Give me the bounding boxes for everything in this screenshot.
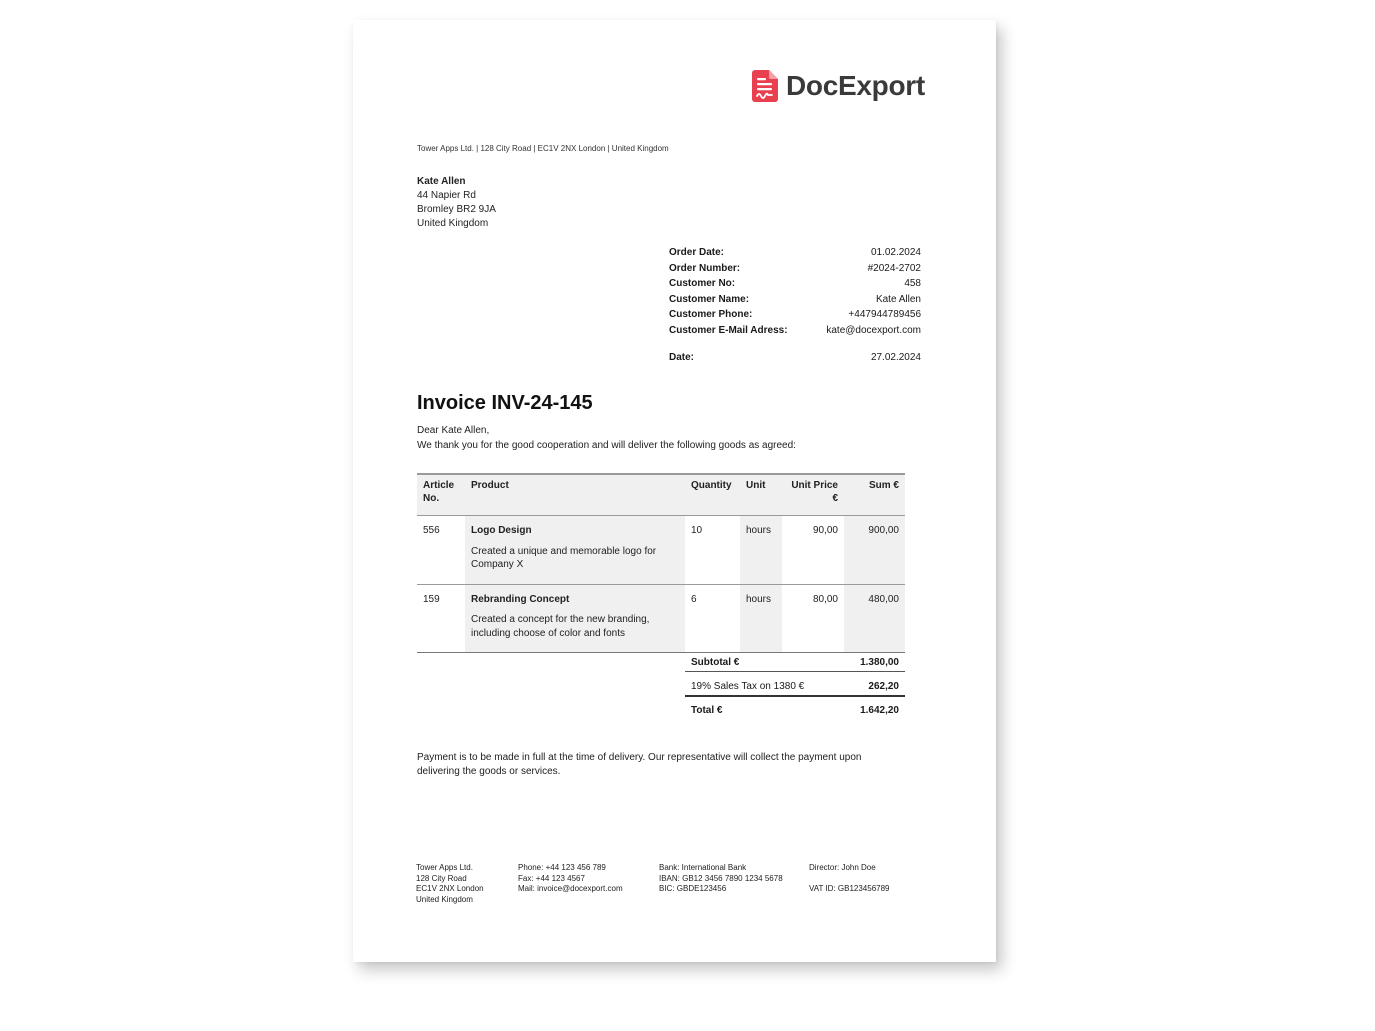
meta-value: #2024-2702 — [867, 262, 921, 274]
recipient-address — [417, 175, 496, 231]
meta-label: Order Number: — [669, 262, 741, 274]
footer-line: Fax: +44 123 4567 — [518, 873, 585, 883]
document-logo-icon — [752, 70, 778, 102]
footer-contact — [518, 863, 623, 895]
header-sum: Sum € — [844, 474, 905, 516]
brand-name: DocExport — [786, 70, 925, 101]
sender-line: Tower Apps Ltd. | 128 City Road | EC1V 2NX London | United Kingdom — [417, 144, 669, 153]
meta-customer-name — [669, 292, 921, 308]
subtotal-row — [685, 653, 905, 672]
total-label: Total € — [691, 705, 723, 716]
payment-note: Payment is to be made in full at the time of delivery. Our representative will collect the payment upon delivering the goods or services. — [417, 752, 862, 777]
meta-value: 01.02.2024 — [870, 247, 921, 258]
footer-line: Mail: invoice@docexport.com — [518, 884, 623, 893]
greeting: Dear Kate Allen, — [417, 425, 490, 436]
items-table — [417, 473, 905, 653]
footer-line: Tower Apps Ltd. — [416, 863, 473, 872]
table-row — [417, 584, 905, 653]
meta-label: Customer No: — [669, 278, 736, 290]
meta-label: Order Date: — [669, 247, 725, 258]
header-article: Article No. — [417, 474, 465, 516]
cell-unit-price: 90,00 — [782, 516, 844, 585]
cell-product — [465, 584, 685, 653]
footer-line: EC1V 2NX London — [416, 884, 484, 893]
footer-line: 128 City Road — [416, 873, 467, 883]
totals-block — [685, 653, 905, 719]
footer-line: IBAN: GB12 3456 7890 1234 5678 — [659, 873, 783, 883]
greeting-block — [417, 423, 796, 453]
meta-customer-phone — [669, 307, 921, 323]
cell-quantity: 10 — [685, 516, 740, 585]
tax-row — [685, 677, 905, 697]
cell-article: 159 — [417, 584, 465, 653]
total-row — [685, 701, 905, 719]
header-quantity: Quantity — [685, 474, 740, 516]
cell-sum: 480,00 — [844, 584, 905, 653]
meta-value: kate@docexport.com — [826, 324, 921, 336]
tax-value: 262,20 — [868, 681, 899, 692]
meta-value: 458 — [904, 278, 921, 290]
meta-value: Kate Allen — [875, 293, 921, 305]
meta-value: 27.02.2024 — [870, 351, 921, 363]
footer-company-info — [809, 863, 890, 895]
meta-date — [669, 350, 921, 366]
product-name: Rebranding Concept — [471, 593, 570, 605]
footer-bank — [659, 863, 783, 895]
tax-label: 19% Sales Tax on 1380 € — [691, 681, 805, 692]
footer-line: Phone: +44 123 456 789 — [518, 863, 606, 872]
order-meta — [669, 245, 921, 365]
footer-address — [416, 863, 484, 905]
meta-label: Customer Phone: — [669, 309, 753, 321]
invoice-title: Invoice INV-24-145 — [417, 392, 593, 414]
recipient-city: Bromley BR2 9JA — [417, 204, 496, 215]
header-unit-price: Unit Price € — [782, 474, 844, 516]
meta-customer-email — [669, 323, 921, 339]
brand-logo — [752, 69, 925, 103]
recipient-country: United Kingdom — [417, 218, 489, 229]
meta-label: Date: — [669, 351, 695, 363]
footer-director: Director: John Doe — [809, 863, 876, 872]
cell-sum: 900,00 — [844, 516, 905, 585]
product-name: Logo Design — [471, 525, 532, 536]
meta-label: Customer E-Mail Adress: — [669, 324, 788, 336]
cell-unit-price: 80,00 — [782, 584, 844, 653]
invoice-page — [353, 20, 996, 962]
cell-unit: hours — [740, 584, 782, 653]
meta-label: Customer Name: — [669, 293, 750, 305]
meta-order-date — [669, 245, 921, 261]
cell-quantity: 6 — [685, 584, 740, 653]
meta-order-number — [669, 261, 921, 277]
subtotal-value: 1.380,00 — [860, 657, 899, 668]
footer-line: BIC: GBDE123456 — [659, 884, 727, 893]
recipient-street: 44 Napier Rd — [417, 190, 476, 201]
recipient-name: Kate Allen — [417, 176, 466, 187]
footer-line: United Kingdom — [416, 894, 473, 904]
cell-unit: hours — [740, 516, 782, 585]
table-row — [417, 516, 905, 585]
meta-value: +447944789456 — [848, 309, 921, 321]
footer-line: Bank: International Bank — [659, 863, 747, 872]
meta-customer-no — [669, 276, 921, 292]
header-unit: Unit — [740, 474, 782, 516]
cell-article: 556 — [417, 516, 465, 585]
cell-product — [465, 516, 685, 585]
product-description: Created a unique and memorable logo for Company X — [471, 545, 657, 570]
product-description: Created a concept for the new branding, including choose of color and fonts — [471, 614, 650, 639]
table-header-row — [417, 474, 905, 516]
header-product: Product — [465, 474, 685, 516]
footer-vat: VAT ID: GB123456789 — [809, 884, 890, 893]
subtotal-label: Subtotal € — [691, 657, 740, 668]
total-value: 1.642,20 — [860, 705, 899, 716]
intro-text: We thank you for the good cooperation and will deliver the following goods as agreed: — [417, 440, 796, 451]
